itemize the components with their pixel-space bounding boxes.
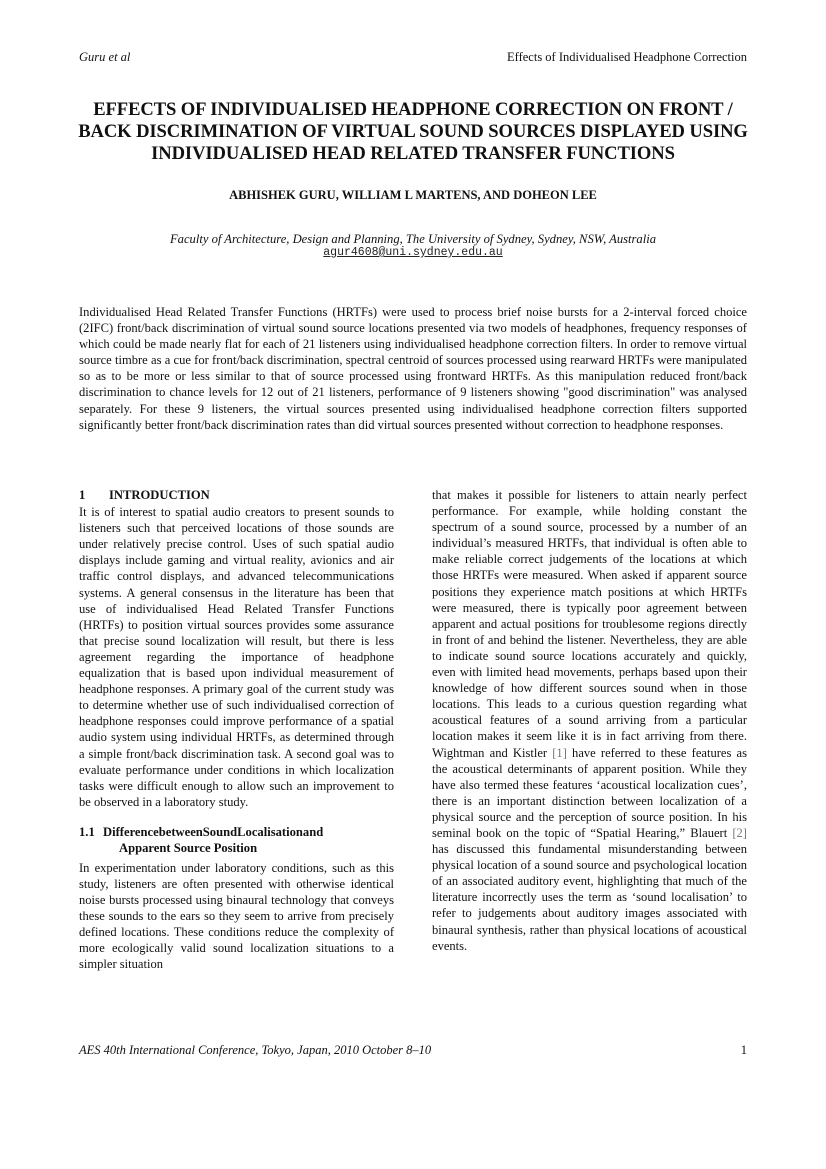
- subsection-title-word: Sound: [202, 824, 238, 839]
- subsection-title: [103, 824, 323, 856]
- subsection-number: 1.1: [79, 824, 95, 839]
- left-column: [79, 487, 394, 973]
- subsection-title-word: between: [158, 824, 203, 839]
- subsection-title-line2: Apparent Source Position: [119, 840, 258, 855]
- continued-paragraph: [432, 487, 747, 954]
- running-header-title: Effects of Individualised Headphone Correction: [507, 50, 747, 64]
- author-email-link[interactable]: agur4608@uni.sydney.edu.au: [323, 246, 503, 259]
- citation-link-1[interactable]: [1]: [552, 745, 567, 760]
- running-header: [79, 50, 747, 68]
- subsection-title-word: Difference: [103, 824, 159, 839]
- page-number: 1: [740, 1043, 747, 1057]
- paper-title: EFFECTS OF INDIVIDUALISED HEADPHONE CORRECTION ON FRONT / BACK DISCRIMINATION OF VIRTUAL SOUND SOURCES DISPLAYED USING INDIVIDUALISED HEAD RELATED TRANSFER FUNCTIONS: [78, 99, 748, 164]
- author-list: ABHISHEK GURU, WILLIAM L MARTENS, AND DOHEON LEE: [229, 188, 597, 202]
- subsection-paragraph: In experimentation under laboratory conditions, such as this study, listeners are often presented with otherwise identical noise bursts processed using binaural technology that conveys these sounds to the ears so they seem to arrive from precisely defined locations. These conditions reduce the complexity of more ecologically valid sound localization situations to a simpler situation: [79, 860, 394, 972]
- section-heading-introduction: [79, 487, 394, 503]
- subsection-title-word: Localisation: [237, 824, 303, 839]
- page-footer: [79, 1043, 747, 1061]
- paragraph-text: have referred to these features as the acoustical determinants of apparent position. While they have also termed these features ‘acoustical localization cues’, there is an important distinction between localization of a physical source and the perception of source position. In his seminal book on the topic of “Spatial Hearing,” Blauert: [432, 745, 747, 840]
- subsection-title-line1: [103, 824, 323, 840]
- affiliation: Faculty of Architecture, Design and Planning, The University of Sydney, Sydney, NSW, Australia: [169, 232, 657, 246]
- subsection-title-word: and: [302, 824, 324, 839]
- paragraph-text: that makes it possible for listeners to attain nearly perfect performance. For example, while holding constant the spectrum of a sound source, processed by a number of an individual’s measured HRTFs, that individual is often able to make reliable correct judgements of the locations at which those HRTFs were measured. When asked if apparent source positions they experience match positions at which HRTFs were measured, there is typically poor agreement between apparent and actual positions for troublesome regions directly in front of and behind the listener. Nevertheless, they are able to indicate sound source locations accurately and quickly, even with limited head movements, perhaps based upon their knowledge of how different sources sound when in those locations. This leads to a curious question regarding what acoustical features of a sound arriving from a particular location makes it seem like it is in fact arriving from there. Wightman and Kistler: [432, 488, 747, 760]
- right-column: [432, 487, 747, 954]
- citation-link-2[interactable]: [2]: [732, 825, 747, 840]
- abstract: Individualised Head Related Transfer Functions (HRTFs) were used to process brief noise bursts for a 2-interval forced choice (2IFC) front/back discrimination of virtual sound source locations presented via two models of headphones, frequency responses of which could be made nearly flat for each of 21 listeners using individualised headphone correction filters. In order to remove virtual source timbre as a cue for front/back discrimination, spectral centroid of sources processed using rearward HRTFs were manipulated so as to be more or less similar to that of source processed using frontward HRTFs. As this manipulation reduced front/back discrimination to chance levels for 12 out of 21 listeners, performance of 9 listeners showing "good discrimination" was analysed separately. For these 9 listeners, the virtual sources presented using individualised headphone correction filters supported significantly better front/back discrimination rates than did virtual sources presented without correction to headphone responses.: [79, 305, 747, 432]
- introduction-paragraph: It is of interest to spatial audio creators to present sounds to listeners such that perceived locations of those sounds are under relatively precise control. Uses of such spatial audio displays include gaming and virtual reality, avionics and air traffic control displays, and advanced telecommunications systems. A general consensus in the literature has been that use of individualised Head Related Transfer Functions (HRTFs) to position virtual sources provides some assurance that precise sound localization will result, but there is less agreement regarding the importance of headphone equalization that is based upon individual measurement of headphone responses. A primary goal of the current study was to determine whether use of such individualised correction of headphone responses could improve performance of a spatial audio system using individual HRTFs, as determined through a simple front/back discrimination task. A second goal was to evaluate performance under conditions in which localization tasks were difficult enough to allow such an improvement to be observed in a laboratory study.: [79, 505, 394, 809]
- running-header-authors: Guru et al: [79, 50, 131, 64]
- subsection-heading-1-1: [79, 824, 394, 856]
- conference-name: AES 40th International Conference, Tokyo, Japan, 2010 October 8–10: [79, 1043, 432, 1057]
- paragraph-text: has discussed this fundamental misunderstanding between physical location of a sound source and psychological location of an associated auditory event, highlighting that much of the literature incorrectly uses the term as ‘sound localisation’ to refer to judgements about auditory images associated with binaural synthesis, rather than physical locations of acoustical events.: [432, 842, 747, 953]
- section-number: 1: [79, 488, 86, 502]
- section-title: INTRODUCTION: [109, 488, 210, 502]
